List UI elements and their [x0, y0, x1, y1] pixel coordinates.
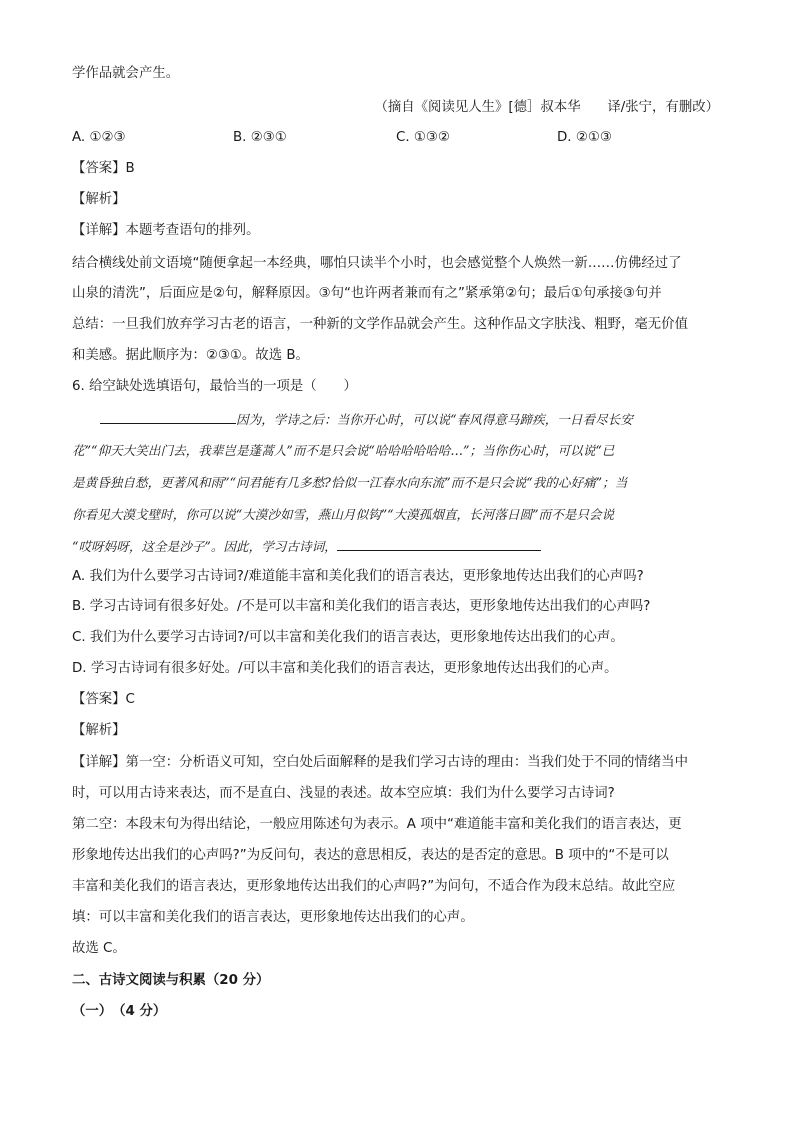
q6-answer: 【答案】C — [72, 692, 135, 707]
q5-analysis-label: 【解析】 — [72, 192, 126, 207]
q6-detail-line: 故选 C。 — [72, 941, 126, 956]
q6-option-c: C. 我们为什么要学习古诗词?/可以丰富和美化我们的语言表达，更形象地传达出我们的心声。 — [72, 630, 624, 645]
q6-blank-1 — [100, 409, 236, 424]
q6-analysis-label: 【解析】 — [72, 723, 126, 738]
q6-detail-line: 时，可以用古诗来表达，而不是直白、浅显的表述。故本空应填：我们为什么要学习古诗词? — [72, 786, 615, 801]
q6-passage-line-1 — [100, 409, 633, 430]
q6-passage-line: 是黄昏独自愁，更著风和雨”“问君能有几多愁?恰似一江春水向东流”而不是只会说“我的心好痛”；当 — [72, 475, 628, 490]
q5-option-a: A. ①②③ — [72, 130, 126, 145]
q5-detail-line: 山泉的清洗”，后面应是②句，解释原因。③句“也许两者兼而有之”紧承第②句；最后①句承接③句并 — [72, 286, 662, 301]
q6-option-b: B. 学习古诗词有很多好处。/不是可以丰富和美化我们的语言表达，更形象地传达出我们的心声吗? — [72, 599, 651, 614]
section-title: 二、古诗文阅读与积累（20 分） — [72, 973, 270, 988]
passage-end: 学作品就会产生。 — [72, 66, 180, 81]
q6-detail-line: 填：可以丰富和美化我们的语言表达，更形象地传达出我们的心声。 — [72, 910, 474, 925]
q6-blank-2 — [337, 536, 541, 551]
q6-passage-line-5 — [72, 536, 541, 557]
q6-option-d: D. 学习古诗词有很多好处。/可以丰富和美化我们的语言表达，更形象地传达出我们的心声。 — [72, 661, 618, 676]
q5-detail-line: 总结：一旦我们放弃学习古老的语言，一种新的文学作品就会产生。这种作品文字肤浅、粗野，毫无价值 — [72, 317, 688, 332]
q6-passage-text: “哎呀妈呀，这全是沙子”。因此，学习古诗词， — [72, 539, 337, 554]
q5-detail-line: 结合横线处前文语境“随便拿起一本经典，哪怕只读半个小时，也会感觉整个人焕然一新……仿佛经过了 — [72, 256, 682, 271]
subsection-title: （一） （4 分） — [72, 1004, 167, 1019]
source-citation: （摘自《阅读见人生》[德］叔本华 译/张宁，有删改） — [374, 100, 719, 115]
q5-option-c: C. ①③② — [396, 130, 450, 145]
q6-detail-line: 丰富和美化我们的语言表达，更形象地传达出我们的心声吗?”为问句，不适合作为段末总结。故此空应 — [72, 879, 676, 894]
q6-stem: 6. 给空缺处选填语句，最恰当的一项是（ ） — [72, 379, 357, 394]
q6-option-a: A. 我们为什么要学习古诗词?/难道能丰富和美化我们的语言表达，更形象地传达出我们的心声吗? — [72, 569, 644, 584]
q6-passage-text: 因为，学诗之后：当你开心时，可以说“春风得意马蹄疾，一日看尽长安 — [236, 412, 633, 427]
q6-detail-line: 第二空：本段末句为得出结论，一般应用陈述句为表示。A 项中“难道能丰富和美化我们的语言表达，更 — [72, 817, 682, 832]
q5-detail-line: 和美感。据此顺序为：②③①。故选 B。 — [72, 348, 309, 363]
q6-passage-line: 你看见大漠戈壁时，你可以说“大漠沙如雪，燕山月似钩”“大漠孤烟直，长河落日圆”而不是只会说 — [72, 507, 615, 522]
q5-detail-line: 【详解】本题考查语句的排列。 — [72, 223, 260, 238]
q6-detail-line: 形象地传达出我们的心声吗?”为反问句，表达的意思相反，表达的是否定的意思。B 项中的“不是可以 — [72, 848, 669, 863]
q5-option-d: D. ②①③ — [557, 130, 612, 145]
q6-passage-line: 花”“仰天大笑出门去，我辈岂是蓬蒿人”而不是只会说“哈哈哈哈哈哈…”；当你伤心时，可以说“已 — [72, 443, 615, 458]
q5-option-b: B. ②③① — [233, 130, 287, 145]
q6-detail-line: 【详解】第一空：分析语义可知，空白处后面解释的是我们学习古诗的理由：当我们处于不同的情绪当中 — [72, 755, 688, 770]
q5-answer: 【答案】B — [72, 161, 135, 176]
